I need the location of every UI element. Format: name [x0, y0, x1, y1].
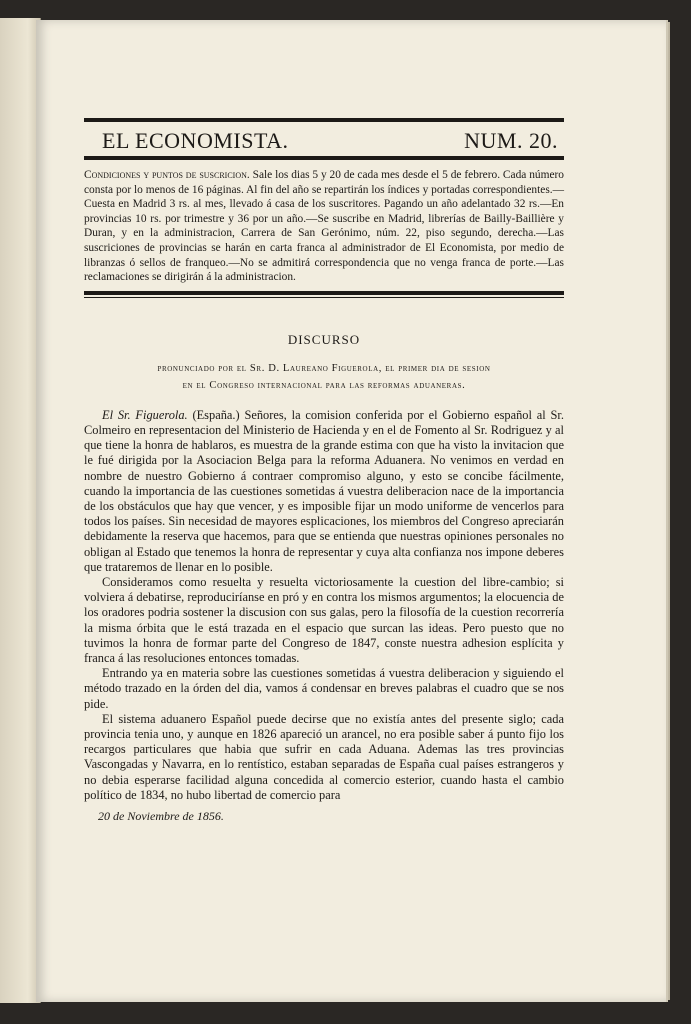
conditions-text: Sale los dias 5 y 20 de cada mes desde el 5 de febrero. Cada número consta por lo menos de 16 páginas. Al fin del año se repartirán los índices y portadas correspondientes.—Cuesta en Madrid 3 rs. al mes, llevado á casa de los suscritores. Pagando un año adelantado 32 rs.—En provincias 10 rs. por trimestre y 36 por un año.—Se suscribe en Madrid, librerías de Bailly-Baillière y Duran, y en la administracion, Carrera de San Gerónimo, núm. 22, piso segundo, derecha.—Las suscriciones de provincias se harán en carta franca al administrador de El Economista, por medio de libranzas ó sellos de franqueo.—No se admitirá correspondencia que no venga franca de porte.—Las reclamaciones se dirigirán á la administracion.: [84, 169, 564, 284]
publication-title: EL ECONOMISTA.: [102, 128, 289, 153]
paragraph: Entrando ya en materia sobre las cuestiones sometidas á vuestra deliberacion y siguiendo el método trazado en la órden del dia, vamos á condensar en breves palabras el cuadro que se nos pide.: [84, 666, 564, 711]
page-content: [84, 118, 564, 824]
article-title: DISCURSO: [287, 331, 361, 347]
paragraph: El Sr. Figuerola. (España.) Señores, la comision conferida por el Gobierno español al Sr. Colmeiro en representacion del Ministerio de Hacienda y en el de Fomento al Sr. Rodriguez y al que tiene la honra de hablaros, es muestra de la grande estima con que ha visto la invitacion que le fué dirigida por la Asociacion Belga para la reforma Aduanera. No venimos en verdad en nombre de nuestro Gobierno á contraer compromiso alguno, y esto se concibe fácilmente, cuando la importancia de las cuestiones sometidas á vuestra deliberacion nace de la importancia de los obstáculos que hay que vencer, y es imposible fijar un modo uniforme de vencerlos para todos los países. Sin necesidad de mayores esplicaciones, los miembros del Congreso apreciarán debidamente la reserva que hacemos, para que se entienda que nuestras opiniones personales no obligan al Estado que tenemos la honra de representar y cuya alta confianza nos impone deberes que trataremos de llenar en lo posible.: [84, 407, 564, 574]
issue-date: 20 de Noviembre de 1856.: [98, 809, 224, 824]
subscription-conditions: [84, 168, 564, 285]
conditions-rule: [84, 291, 564, 298]
article-subtitle: [84, 360, 564, 394]
conditions-label: Condiciones y puntos de suscricion.: [84, 169, 250, 181]
left-page-edge: [0, 18, 41, 1003]
subtitle-line-2: en el Congreso internacional para las reformas aduaneras.: [182, 379, 466, 391]
speaker-name: El Sr. Figuerola.: [102, 407, 188, 422]
masthead-rule: [84, 156, 564, 160]
paragraph: Consideramos como resuelta y resuelta victoriosamente la cuestion del libre-cambio; si volviera á debatirse, reproduciríanse en pró y en contra los mismos argumentos; la elocuencia de los oradores podria sostener la discusion con sus galas, pero la filosofía de la cuestion recorrería la misma órbita que le está trazada en el espacio que surcan las ideas. Pero puesto que no tuvimos la honra de formar parte del Congreso de 1847, conste nuestra adhesion esplícita y franca á las resoluciones entonces tomadas.: [84, 574, 564, 665]
issue-number: NUM. 20.: [464, 128, 558, 153]
subtitle-line-1: pronunciado por el Sr. D. Laureano Figuerola, el primer dia de sesion: [157, 362, 491, 374]
paragraph: El sistema aduanero Español puede decirse que no existía antes del presente siglo; cada provincia tenia uno, y aunque en 1826 apareció un arancel, no era posible saber á punto fijo los recargos particulares que habia que sufrir en cada Aduana. Ademas las tres provincias Vascongadas y Navarra, en lo rentístico, estaban separadas de España cual países estrangeros y no debia esperarse facilidad alguna concedida al comercio esterior, cuando hasta el cambio político de 1834, no hubo libertad de comercio para: [84, 711, 564, 802]
masthead: [84, 122, 564, 156]
article-body: [84, 408, 564, 803]
